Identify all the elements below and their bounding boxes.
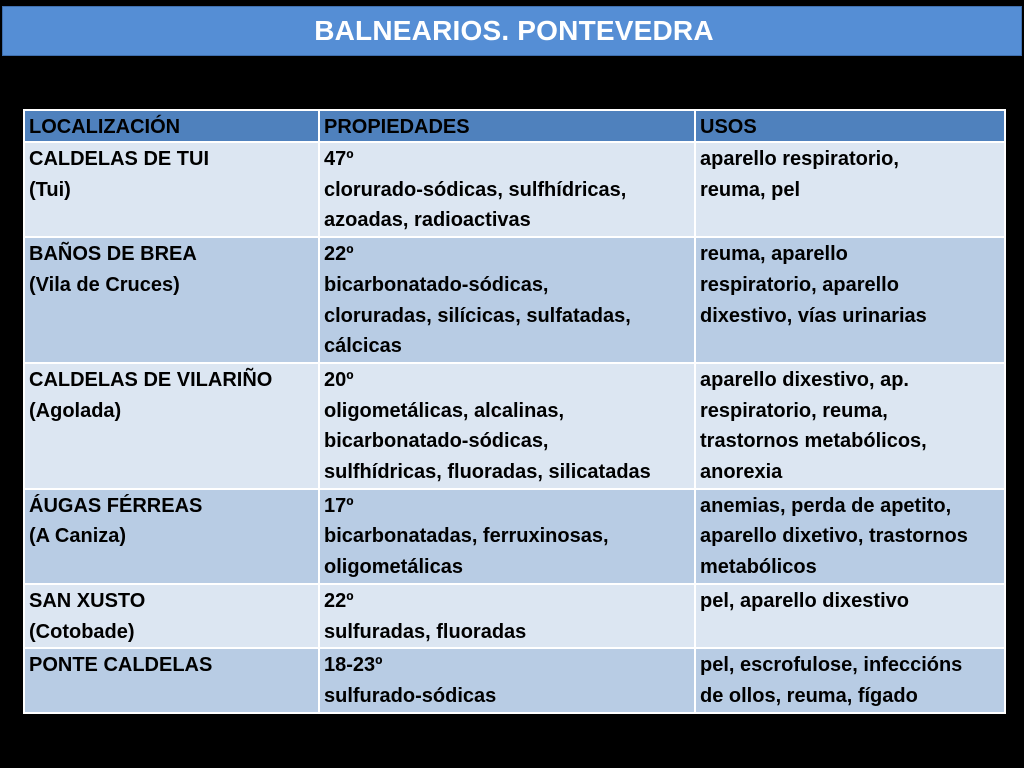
- properties-cell: [319, 363, 695, 489]
- properties-cell-line: cálcicas: [324, 335, 402, 358]
- properties-cell: [319, 142, 695, 237]
- properties-cell-line: bicarbonatado-sódicas,: [324, 430, 549, 453]
- uses-cell: [695, 142, 1005, 237]
- location-cell-line: (A Caniza): [29, 525, 127, 548]
- table-container: [23, 109, 1004, 714]
- properties-cell: [319, 648, 695, 712]
- table-row: [24, 489, 1005, 584]
- uses-cell: [695, 489, 1005, 584]
- uses-cell-line: metabólicos: [700, 556, 817, 579]
- properties-cell-line: 20º: [324, 368, 354, 391]
- uses-cell-line: pel, escrofulose, infeccións: [700, 654, 963, 677]
- properties-cell-line: sulfhídricas, fluoradas, silicatadas: [324, 461, 651, 484]
- uses-cell-line: de ollos, reuma, fígado: [700, 684, 918, 707]
- location-cell: [24, 648, 319, 712]
- uses-cell-line: dixestivo, vías urinarias: [700, 304, 927, 327]
- uses-cell-line: aparello dixestivo, ap.: [700, 368, 909, 391]
- properties-cell-line: cloruradas, silícicas, sulfatadas,: [324, 304, 631, 327]
- location-cell-line: BAÑOS DE BREA: [29, 243, 197, 266]
- location-cell: [24, 489, 319, 584]
- properties-cell-line: azoadas, radioactivas: [324, 209, 531, 232]
- location-cell: [24, 363, 319, 489]
- location-cell-line: CALDELAS DE TUI: [29, 148, 209, 170]
- location-cell-line: (Cotobade): [29, 620, 135, 643]
- table-header-row: [24, 110, 1005, 142]
- uses-cell: [695, 363, 1005, 489]
- properties-cell-line: sulfuradas, fluoradas: [324, 620, 527, 643]
- properties-cell-line: clorurado-sódicas, sulfhídricas,: [324, 178, 627, 201]
- location-cell-line: PONTE CALDELAS: [29, 654, 213, 677]
- properties-cell: [319, 584, 695, 648]
- properties-cell-line: 47º: [324, 148, 354, 170]
- slide-title: BALNEARIOS. PONTEVEDRA: [314, 15, 714, 46]
- uses-cell: [695, 648, 1005, 712]
- location-cell: [24, 237, 319, 363]
- header-localizacion: LOCALIZACIÓN: [24, 110, 319, 142]
- properties-cell-line: oligometálicas: [324, 556, 463, 579]
- properties-cell-line: 17º: [324, 494, 354, 517]
- title-bar: [2, 6, 1022, 56]
- location-cell-line: CALDELAS DE VILARIÑO: [29, 368, 273, 391]
- uses-cell-line: pel, aparello dixestivo: [700, 589, 909, 612]
- location-cell: [24, 584, 319, 648]
- location-cell-line: (Vila de Cruces): [29, 273, 180, 296]
- uses-cell: [695, 237, 1005, 363]
- uses-cell-line: anemias, perda de apetito,: [700, 494, 952, 517]
- table-row: [24, 584, 1005, 648]
- location-cell-line: ÁUGAS FÉRREAS: [29, 494, 203, 517]
- header-usos: USOS: [695, 110, 1005, 142]
- uses-cell-line: trastornos metabólicos,: [700, 430, 927, 453]
- table-row: [24, 648, 1005, 712]
- location-cell-line: (Agolada): [29, 399, 122, 422]
- uses-cell-line: aparello respiratorio,: [700, 148, 899, 170]
- location-cell: [24, 142, 319, 237]
- uses-cell-line: respiratorio, reuma,: [700, 399, 888, 422]
- uses-cell-line: anorexia: [700, 461, 783, 484]
- properties-cell-line: bicarbonatado-sódicas,: [324, 273, 549, 296]
- table-row: [24, 142, 1005, 237]
- properties-cell-line: oligometálicas, alcalinas,: [324, 399, 565, 422]
- properties-cell-line: 22º: [324, 589, 354, 612]
- table-row: [24, 363, 1005, 489]
- location-cell-line: (Tui): [29, 178, 71, 201]
- balnearios-table: [23, 109, 1006, 714]
- uses-cell-line: respiratorio, aparello: [700, 273, 899, 296]
- uses-cell-line: reuma, pel: [700, 178, 801, 201]
- location-cell-line: SAN XUSTO: [29, 589, 146, 612]
- table-body: [24, 142, 1005, 713]
- table-row: [24, 237, 1005, 363]
- properties-cell: [319, 237, 695, 363]
- properties-cell-line: 18-23º: [324, 654, 383, 677]
- header-propiedades: PROPIEDADES: [319, 110, 695, 142]
- properties-cell-line: 22º: [324, 243, 354, 266]
- properties-cell: [319, 489, 695, 584]
- uses-cell: [695, 584, 1005, 648]
- properties-cell-line: bicarbonatadas, ferruxinosas,: [324, 525, 609, 548]
- uses-cell-line: aparello dixetivo, trastornos: [700, 525, 968, 548]
- uses-cell-line: reuma, aparello: [700, 243, 848, 266]
- properties-cell-line: sulfurado-sódicas: [324, 684, 497, 707]
